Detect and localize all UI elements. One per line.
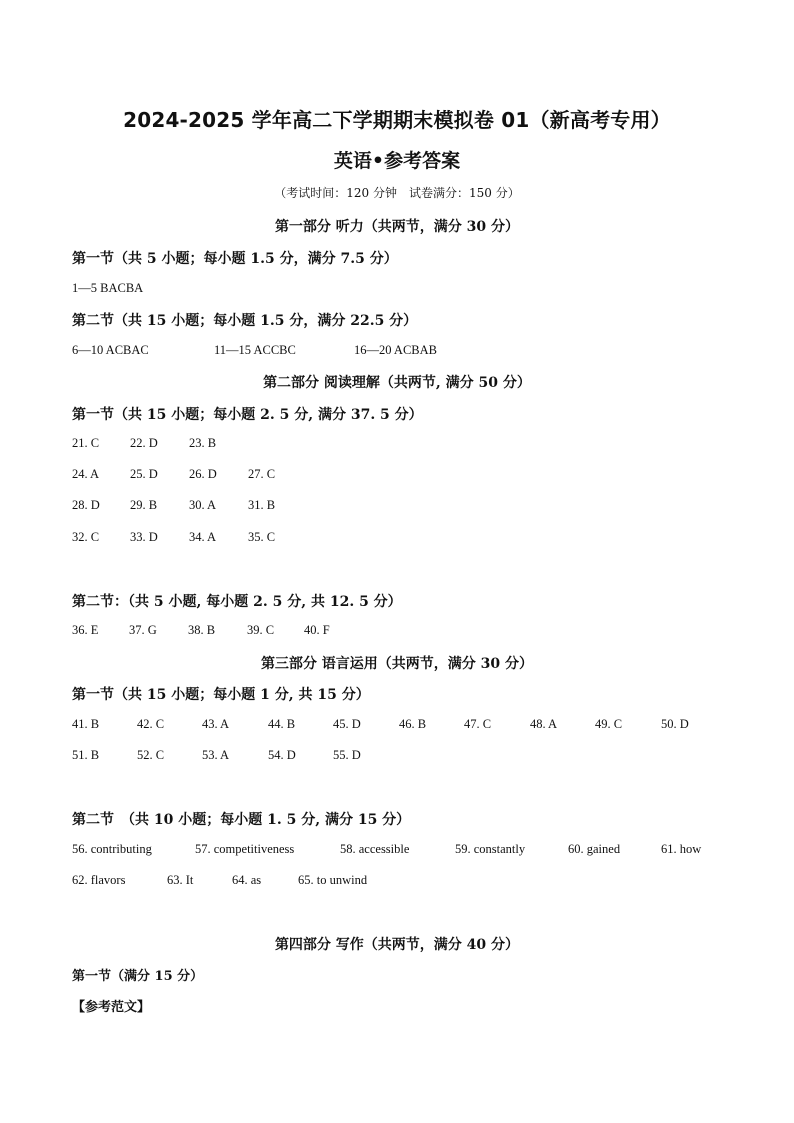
answer-item: 50. D	[661, 717, 689, 731]
answer-item: 54. D	[268, 748, 296, 762]
part3-sec1-heading: 第一节（共 15 小题；每小题 1 分, 共 15 分）	[72, 687, 370, 703]
answer-item: 6—10 ACBAC	[72, 343, 149, 357]
answer-item: 46. B	[399, 717, 427, 731]
part4-sec1-heading: 第一节（满分 15 分）	[72, 969, 204, 984]
answer-item: 45. D	[333, 717, 361, 731]
part2-sec1-heading: 第一节（共 15 小题；每小题 2. 5 分, 满分 37. 5 分）	[72, 407, 423, 423]
answer-item: 37. G	[129, 623, 157, 637]
part4-heading: 第四部分 写作（共两节，满分 40 分）	[274, 937, 520, 953]
answer-item: 58. accessible	[340, 842, 410, 856]
answer-item: 52. C	[137, 748, 165, 762]
page-subtitle: 英语•参考答案	[333, 150, 461, 172]
answer-item: 47. C	[464, 717, 492, 731]
answer-item: 28. D	[72, 498, 100, 512]
answer-item: 23. B	[189, 436, 217, 450]
answer-item: 51. B	[72, 748, 100, 762]
answer-item: 26. D	[189, 467, 217, 481]
answer-item: 40. F	[304, 623, 330, 637]
part2-heading: 第二部分 阅读理解（共两节, 满分 50 分）	[263, 375, 531, 391]
answer-item: 59. constantly	[455, 842, 526, 856]
answer-item: 16—20 ACBAB	[354, 343, 438, 357]
answer-item: 29. B	[130, 498, 158, 512]
answer-item: 32. C	[72, 530, 100, 544]
answer-item: 11—15 ACCBC	[214, 343, 296, 357]
part2-sec2-heading: 第二节：（共 5 小题, 每小题 2. 5 分, 共 12. 5 分）	[72, 594, 402, 610]
answer-item: 56. contributing	[72, 842, 152, 856]
sample-essay-label: 【参考范文】	[72, 1000, 151, 1015]
answer-item: 44. B	[268, 717, 296, 731]
answer-item: 57. competitiveness	[195, 842, 295, 856]
answer-item: 53. A	[202, 748, 230, 762]
answer-item: 31. B	[248, 498, 276, 512]
part3-heading: 第三部分 语言运用（共两节，满分 30 分）	[260, 656, 534, 672]
answer-item: 42. C	[137, 717, 165, 731]
answer-item: 61. how	[661, 842, 702, 856]
answer-item: 33. D	[130, 530, 158, 544]
answer-item: 43. A	[202, 717, 230, 731]
answer-item: 22. D	[130, 436, 158, 450]
part1-heading: 第一部分 听力（共两节，满分 30 分）	[274, 219, 520, 235]
answer-item: 64. as	[232, 873, 262, 887]
answer-item: 62. flavors	[72, 873, 126, 887]
answer-item: 21. C	[72, 436, 100, 450]
part1-sec2-heading: 第二节（共 15 小题；每小题 1.5 分，满分 22.5 分）	[72, 313, 418, 329]
answer-item: 1—5 BACBA	[72, 281, 144, 295]
answer-item: 38. B	[188, 623, 216, 637]
answer-item: 24. A	[72, 467, 100, 481]
answer-item: 60. gained	[568, 842, 621, 856]
answer-item: 39. C	[247, 623, 275, 637]
answer-item: 25. D	[130, 467, 158, 481]
answer-item: 65. to unwind	[298, 873, 368, 887]
exam-info: （考试时间：120 分钟 试卷满分：150 分）	[274, 186, 520, 200]
answer-item: 49. C	[595, 717, 623, 731]
answer-item: 48. A	[530, 717, 558, 731]
answer-item: 36. E	[72, 623, 99, 637]
answer-item: 27. C	[248, 467, 276, 481]
part3-sec2-heading: 第二节 （共 10 小题；每小题 1. 5 分, 满分 15 分）	[72, 812, 411, 828]
answer-item: 41. B	[72, 717, 100, 731]
answer-item: 30. A	[189, 498, 217, 512]
answer-item: 35. C	[248, 530, 276, 544]
answer-item: 63. It	[167, 873, 194, 887]
part1-sec1-heading: 第一节（共 5 小题；每小题 1.5 分，满分 7.5 分）	[72, 251, 398, 267]
page-title: 2024-2025 学年高二下学期期末模拟卷 01（新高考专用）	[123, 108, 671, 132]
answer-item: 34. A	[189, 530, 217, 544]
answer-item: 55. D	[333, 748, 361, 762]
